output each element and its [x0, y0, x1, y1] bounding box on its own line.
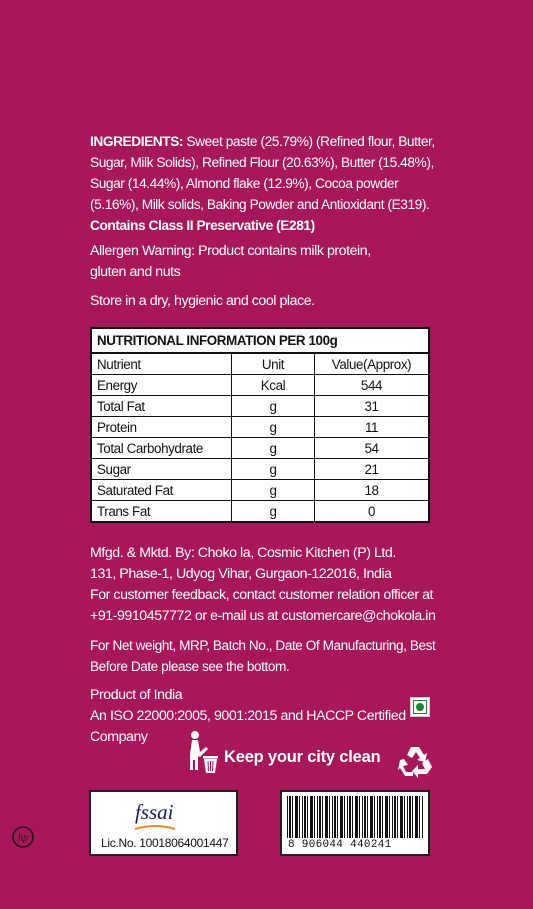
origin-line: Product of India: [90, 687, 183, 703]
certification-line: Company: [90, 729, 148, 745]
nutrient-unit: g: [232, 501, 315, 523]
allergen-line: Allergen Warning: Product contains milk protein,: [90, 243, 371, 259]
nutrient-name: Total Fat: [91, 396, 232, 417]
nutrient-value: 21: [315, 459, 430, 480]
fssai-logo-text: fssai: [135, 800, 174, 824]
ingredients-line: Sweet paste (25.79%) (Refined flour, Butter,: [183, 134, 435, 150]
nutrition-table: [90, 327, 430, 523]
nutrient-unit: g: [232, 417, 315, 438]
nutrient-value: 544: [315, 375, 430, 396]
nutrient-unit: g: [232, 459, 315, 480]
svg-text:hp: hp: [18, 832, 28, 844]
nutrient-name: Sugar: [91, 459, 232, 480]
net-weight-note: [90, 636, 435, 678]
certification-line: An ISO 22000:2005, 9001:2015 and HACCP Certified: [90, 708, 406, 724]
hp-logo-icon: [11, 825, 35, 849]
header-unit: Unit: [232, 353, 315, 375]
nutrient-unit: g: [232, 480, 315, 501]
ingredients-block: [90, 132, 435, 237]
nutrient-value: 0: [315, 501, 430, 523]
manufacturer-line: 131, Phase-1, Udyog Vihar, Gurgaon-122016, India: [90, 566, 392, 582]
allergen-warning: [90, 241, 371, 283]
table-row: [91, 396, 429, 417]
barcode-bars: [287, 796, 423, 838]
nutrient-value: 11: [315, 417, 430, 438]
nutrition-header-row: [91, 353, 429, 375]
fssai-logo: [135, 800, 174, 825]
table-row: [91, 501, 429, 523]
barcode-box: [280, 790, 430, 856]
storage-instruction: Store in a dry, hygienic and cool place.: [90, 293, 315, 309]
nutrient-value: 31: [315, 396, 430, 417]
nutrient-name: Protein: [91, 417, 232, 438]
table-row: [91, 375, 429, 396]
allergen-line: gluten and nuts: [90, 264, 181, 280]
ingredients-line: Sugar (14.44%), Almond flake (12.9%), Cocoa powder: [90, 176, 399, 192]
ingredients-label: INGREDIENTS:: [90, 134, 184, 150]
manufacturer-info: [90, 543, 396, 585]
netweight-line: For Net weight, MRP, Batch No., Date Of Manufacturing, Best: [90, 638, 436, 654]
fssai-license-box: [89, 790, 238, 856]
nutrient-name: Saturated Fat: [91, 480, 232, 501]
nutrition-title: NUTRITIONAL INFORMATION PER 100g: [91, 328, 429, 353]
preservative-note: Contains Class II Preservative (E281): [90, 218, 315, 234]
netweight-line: Before Date please see the bottom.: [90, 659, 290, 675]
fssai-leaf-icon: [135, 825, 175, 833]
manufacturer-line: Mfgd. & Mktd. By: Choko la, Cosmic Kitchen (P) Ltd.: [90, 545, 396, 561]
nutrient-value: 54: [315, 438, 430, 459]
table-row: [91, 438, 429, 459]
table-row: [91, 417, 429, 438]
keep-city-clean-text: Keep your city clean: [224, 748, 381, 766]
ingredients-line: Sugar, Milk Solids), Refined Flour (20.63%), Butter (15.48%),: [90, 155, 434, 171]
ingredients-line: (5.16%), Milk solids, Baking Powder and Antioxidant (E319).: [90, 197, 430, 213]
nutrient-name: Total Carbohydrate: [91, 438, 232, 459]
header-nutrient: Nutrient: [91, 353, 232, 375]
feedback-line: +91-9910457772 or e-mail us at customercare@chokola.in: [90, 608, 436, 624]
person-dustbin-icon: [186, 730, 220, 774]
nutrient-name: Trans Fat: [91, 501, 232, 523]
nutrient-name: Energy: [91, 375, 232, 396]
header-value: Value(Approx): [315, 353, 430, 375]
nutrient-unit: g: [232, 396, 315, 417]
customer-feedback: [90, 585, 435, 627]
table-row: [91, 459, 429, 480]
keep-city-clean-banner: [186, 730, 436, 774]
table-row: [91, 480, 429, 501]
veg-mark-icon: [410, 697, 430, 717]
recycle-icon: [397, 744, 433, 780]
nutrient-unit: g: [232, 438, 315, 459]
nutrient-unit: Kcal: [232, 375, 315, 396]
fssai-license-number: Lic.No. 10018064001447: [101, 836, 229, 850]
nutrient-value: 18: [315, 480, 430, 501]
feedback-line: For customer feedback, contact customer relation officer at: [90, 587, 434, 603]
barcode-number: 8 906044 440241: [288, 839, 392, 851]
